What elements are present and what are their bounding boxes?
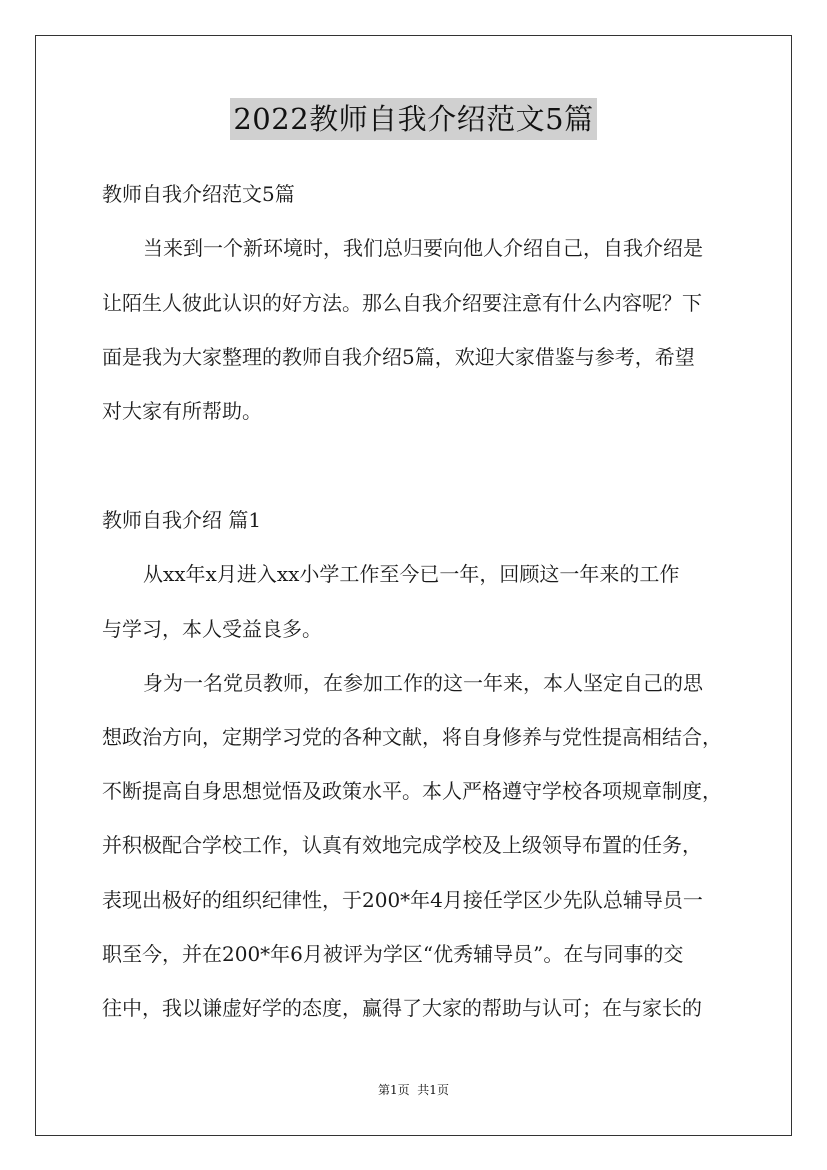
intro-line: 当来到一个新环境时，我们总归要向他人介绍自己，自我介绍是 <box>143 236 703 260</box>
intro-line: 让陌生人彼此认识的好方法。那么自我介绍要注意有什么内容呢？下 <box>102 291 702 315</box>
paragraph-line: 职至今，并在200*年6月被评为学区“优秀辅导员”。在与同事的交 <box>102 942 684 966</box>
title-container <box>0 98 827 140</box>
document-title: 2022教师自我介绍范文5篇 <box>230 98 596 140</box>
paragraph-line: 往中，我以谦虚好学的态度，赢得了大家的帮助与认可；在与家长的 <box>102 996 702 1020</box>
section-heading: 教师自我介绍 篇1 <box>102 508 262 532</box>
paragraph-line: 并积极配合学校工作，认真有效地完成学校及上级领导布置的任务， <box>102 833 702 857</box>
paragraph-line: 表现出极好的组织纪律性，于200*年4月接任学区少先队总辅导员一 <box>102 888 703 912</box>
paragraph-line: 想政治方向，定期学习党的各种文献，将自身修养与党性提高相结合， <box>102 725 722 749</box>
page-number-footer: 第1页 共1页 <box>378 1083 449 1097</box>
subtitle: 教师自我介绍范文5篇 <box>102 182 295 206</box>
paragraph-line: 不断提高自身思想觉悟及政策水平。本人严格遵守学校各项规章制度， <box>102 779 722 803</box>
intro-line: 面是我为大家整理的教师自我介绍5篇，欢迎大家借鉴与参考，希望 <box>102 345 695 369</box>
paragraph-line: 从xx年x月进入xx小学工作至今已一年，回顾这一年来的工作 <box>143 562 680 586</box>
paragraph-line: 与学习，本人受益良多。 <box>102 617 322 641</box>
intro-line: 对大家有所帮助。 <box>102 399 262 423</box>
paragraph-line: 身为一名党员教师，在参加工作的这一年来，本人坚定自己的思 <box>143 671 703 695</box>
